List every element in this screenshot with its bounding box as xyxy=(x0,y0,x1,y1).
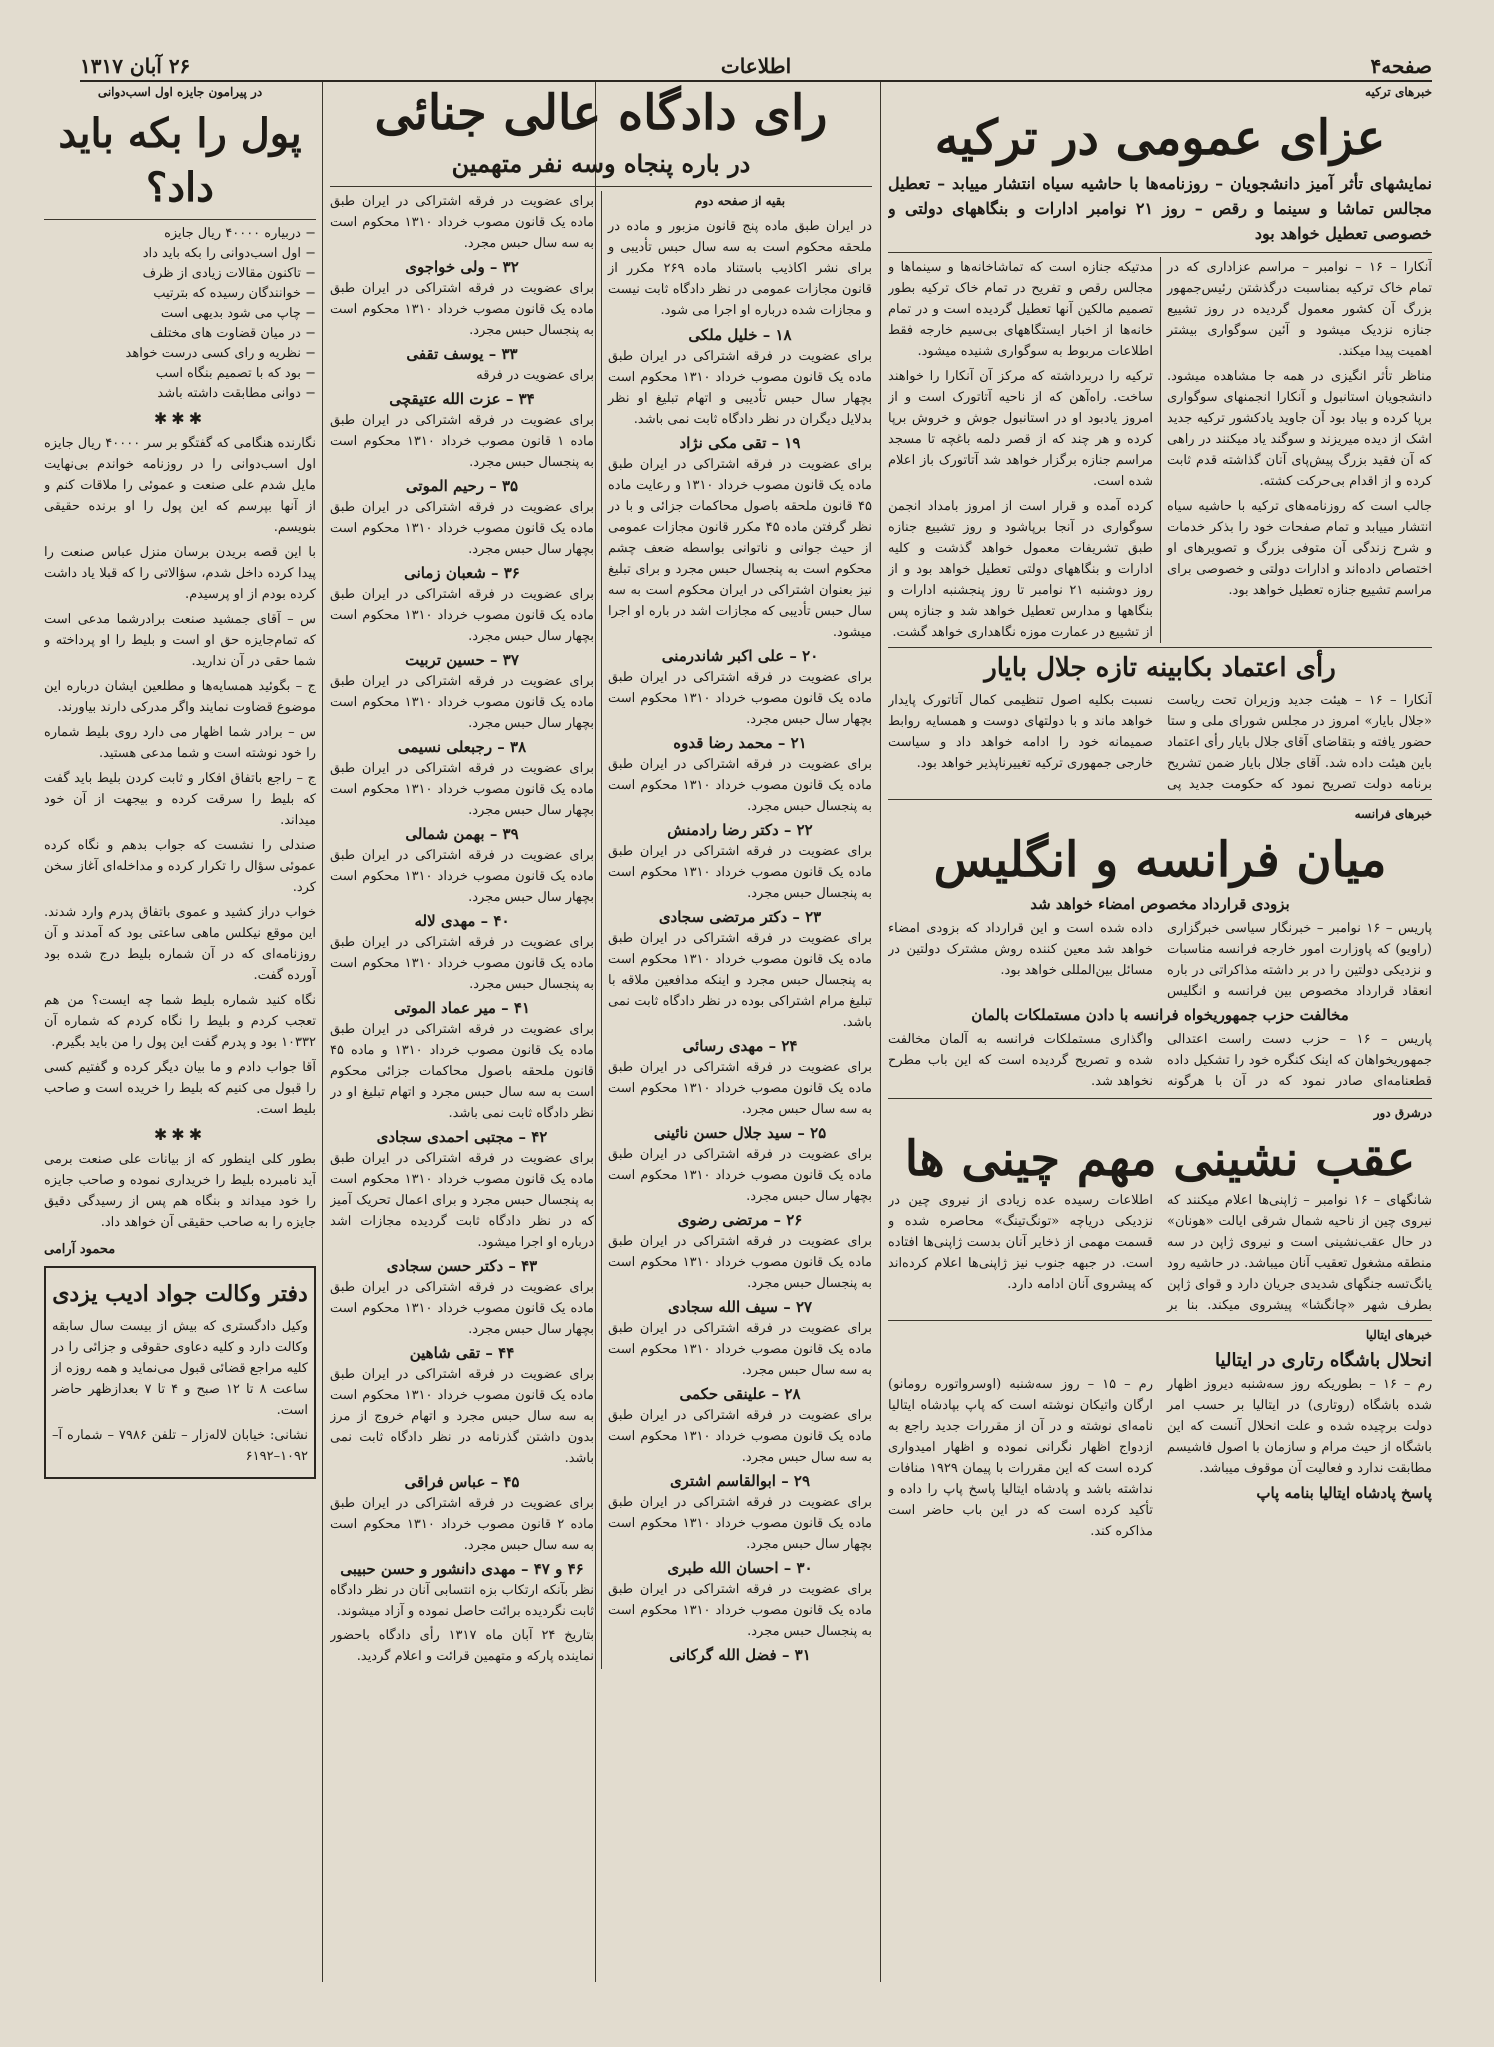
verdict-item xyxy=(608,1036,872,1120)
verdict-text: برای عضویت در فرقه اشتراکی در ایران طبق ماده ۲ قانون مصوب خرداد ۱۳۱۰ محکوم است به سه سال حبس مجرد. xyxy=(330,1496,594,1553)
defendant-name: ۳۶ – شعبان زمانی xyxy=(404,564,520,582)
defendant-name: ۲۶ – مرتضی رضوی xyxy=(677,1211,803,1229)
paragraph: پاریس – ۱۶ نوامبر – خبرنگار سیاسی خبرگزاری (راویو) که پاوزارت امور خارجه فرانسه مناسبات و نزدیکی دولتین را در بر داشته مذاکراتی در باره انعقاد قرارداد مخصوص بین فرانسه و انگلیس داده شده است و این قرارداد که بزودی امضاء خواهد شد معین کننده روش مشترک دولتین در مسائل بین‌المللی خواهد بود. xyxy=(888,921,1432,999)
subheadline-france-2: مخالفت حزب جمهوریخواه فرانسه با دادن مستملکات بالمان xyxy=(971,1006,1349,1024)
paragraph: پاریس – ۱۶ – حزب دست راست اعتدالی جمهوریخواهان که اینک کنگره خود را تشکیل داده قطعنامه‌ای صادر نمود که در آن با هرگونه واگذاری مستملکات فرانسه به آلمان مخالفت شده و تصریح گردیده است که این باب مطرح نخواهد شد. xyxy=(888,1032,1432,1089)
verdict-item xyxy=(330,998,594,1124)
article-france-2 xyxy=(888,1029,1432,1094)
verdict-text: برای عضویت در فرقه اشتراکی در ایران طبق ماده یک قانون مصوب خرداد ۱۳۱۰ و رعایت ماده ۴۵ قانون ملحقه باصول محاکمات جزائی و با در نظر گرفتن ماده ۴۵ مکرر قانون مجازات عمومی از حیث جوانی و ناتوانی بواسطه ضعف چشم محکوم است به پنجسال حبس مجرد و برای تبلیغ نیز بعنوان اشتراکی در ایران محکوم است به سه سال حبس تأدیبی که مجازات اشد در باره او اجرا میشود. xyxy=(608,457,872,640)
defendant-name: ۲۲ – دکتر رضا رادمنش xyxy=(667,821,813,839)
paragraph: با این قصه بریدن برسان منزل عباس صنعت را پیدا کرده داخل شدم، سؤالاتی را که قبلا یاد داشت کرده بودم از او پرسیدم. xyxy=(44,545,316,602)
defendant-name: ۲۰ – علی اکبر شاندرمنی xyxy=(661,647,819,665)
paragraph: رم – ۱۶ – بطوریکه روز سه‌شنبه دیروز اظهار شده باشگاه (روتاری) در ایتالیا بر حسب امر دولت برچیده شده و علت انحلال آنست که این باشگاه از حیث مرام و سازمان با اصول فاشیسم مطابقت ندارد و فعالیت آن موقوف میباشد. xyxy=(1167,1377,1432,1476)
continued-note: بقیه از صفحه دوم xyxy=(694,194,786,208)
verdict-text: برای عضویت در فرقه xyxy=(476,368,594,383)
author-signature: محمود آرامی xyxy=(44,1242,116,1257)
verdict-item xyxy=(608,907,872,1033)
verdict-item xyxy=(330,1127,594,1253)
list-item: − چاپ می شود بدیهی است xyxy=(44,304,316,324)
headline-court: رای دادگاه عالی جنائی xyxy=(374,85,828,141)
verdict-text: برای عضویت در فرقه اشتراکی در ایران طبق ماده یک قانون مصوب خرداد ۱۳۱۰ محکوم است بچهار سال حبس مجرد. xyxy=(330,848,594,905)
subheadline-pope: پاسخ پادشاه ایتالیا بنامه پاپ xyxy=(1256,1484,1432,1502)
article-china xyxy=(888,1190,1432,1316)
paragraph: ج – بگوئید همسایه‌ها و مطلعین ایشان درباره این موضوع قضاوت نمایند واگر مدرکی دارند بیاورند. xyxy=(44,679,316,715)
court-verdict-article xyxy=(330,82,872,1982)
paragraph: صندلی را نشست که جواب بدهم و نگاه کرده عموئی سؤال را تکرار کرده و مداخله‌ای آغاز سخن کرد. xyxy=(44,838,316,895)
list-item: − نظریه و رای کسی درست خواهد xyxy=(44,344,316,364)
verdict-item xyxy=(608,433,872,643)
paragraph: ج – راجع باتفاق افکار و ثابت کردن بلیط باید گفت که بلیط را سرقت کرده و بیجهت از آن خود میداند. xyxy=(44,771,316,828)
list-item: − بود که با تصمیم بنگاه اسب xyxy=(44,364,316,384)
verdict-list xyxy=(330,191,872,1669)
defendant-name: ۴۶ و ۴۷ – مهدی دانشور و حسن حبیبی xyxy=(340,1560,584,1578)
subheadline-court: در باره پنجاه وسه نفر متهمین xyxy=(451,149,751,178)
paragraph: مدتیکه جنازه است که تماشاخانه‌ها و سینماها و مجالس رقص و تفریح در تمام خاک ترکیه بطور تصمیم مالکین آنها تعطیل گردیده است و در تمام خانه‌ها از اخبار ایستگاههای بی‌سیم خارجه فقط اطلاعات مربوط به سوگواری شنیده میشود. xyxy=(888,260,1153,359)
article-turkey xyxy=(888,257,1432,643)
verdict-text: برای عضویت در فرقه اشتراکی در ایران طبق ماده یک قانون مصوب خرداد ۱۳۱۰ محکوم است به سه سال حبس مجرد. xyxy=(608,1060,872,1117)
defendant-name: ۳۳ – یوسف تقفی xyxy=(406,345,518,363)
headline-bayar: رأی اعتماد بکابینه تازه جلال بایار xyxy=(984,653,1336,683)
kicker-prize: در پیرامون جایزه اول اسب‌دوانی xyxy=(97,85,263,99)
paragraph: نگارنده هنگامی که گفتگو بر سر ۴۰۰۰۰ ریال جایزه اول اسب‌دوانی را در روزنامه خواندم بی‌نهایت مایل شدم علی صنعت و عموئی را ملاقات کنم و از آنها بپرسم که این پول را او برنده حقیقی بنویسم. xyxy=(44,436,316,535)
newspaper-name: اطلاعات xyxy=(720,54,792,78)
headline-prize: پول را بکه باید داد؟ xyxy=(58,110,302,211)
section-label: خبرهای ایتالیا xyxy=(1365,1328,1432,1342)
paragraph: شانگهای – ۱۶ نوامبر – ژاپنی‌ها اعلام میکنند که نیروی چین از ناحیه شمال شرقی ایالت «هونان» در حال عقب‌نشینی است و نیروی ژاپن در سه منطقه مشغول تعقیب آنان میباشد. در حاشیه رود یانگ‌تسه جنگهای شدیدی جریان دارد و قوای ژاپن بطرف شهر «چانگشا» پیشروی میکند. بنا بر اطلاعات رسیده عده زیادی از نیروی چین در نزدیکی دریاچه «تونگ‌تینگ» محاصره شده و قسمت مهمی از ذخایر آنان بدست ژاپنی‌ها افتاده است. در جبهه جنوب نیز ژاپنی‌ها اعلام کرده‌اند که پیشروی آنان ادامه دارد. xyxy=(888,1193,1432,1313)
verdict-item xyxy=(608,646,872,730)
verdict-item xyxy=(330,257,594,341)
verdict-item xyxy=(330,824,594,908)
verdict-text: برای عضویت در فرقه اشتراکی در ایران طبق ماده یک قانون مصوب خرداد ۱۳۱۰ محکوم است به پنجسال حبس مجرد. xyxy=(330,935,594,992)
verdict-text: برای عضویت در فرقه اشتراکی در ایران طبق ماده یک قانون مصوب خرداد ۱۳۱۰ محکوم است به پنجسال حبس مجرد. xyxy=(608,844,872,901)
verdict-text: برای عضویت در فرقه اشتراکی در ایران طبق ماده یک قانون مصوب خرداد ۱۳۱۰ محکوم است بچهار سال حبس تأدیبی و اتهام تبلیغ او نظر بدلایل دیگران در نظر دادگاه ثابت نمی باشد. xyxy=(608,349,872,427)
paragraph: بطور کلی اینطور که از بیانات علی صنعت برمی آید نامبرده بلیط را خریداری نموده و صاحب جایزه را خود میداند و بنگاه هم پس از رسیدگی دقیق جایزه را به صاحب حقیقی آن خواهد داد. xyxy=(44,1152,316,1230)
defendant-name: ۲۳ – دکتر مرتضی سجادی xyxy=(658,908,822,926)
defendant-name: ۱۸ – خلیل ملکی xyxy=(688,326,792,344)
verdict-text: نظر بآنکه ارتکاب بزه انتسابی آنان در نظر دادگاه ثابت نگردیده برائت حاصل نموده و آزاد میشوند. xyxy=(330,1583,594,1619)
summary-list xyxy=(44,224,316,404)
list-item: − دربیاره ۴۰۰۰۰ ریال جایزه xyxy=(44,224,316,244)
lead-turkey: نمایشهای تأثر آمیز دانشجویان – روزنامه‌ها با حاشیه سیاه انتشار مییابد – تعطیل مجالس تماشا و سینما و رقص – روز ۲۱ نوامبر ادارات و بنگاههای دولتی و خصوصی تعطیل خواهد بود xyxy=(888,174,1432,243)
verdict-text: برای عضویت در فرقه اشتراکی در ایران طبق ماده یک قانون مصوب خرداد ۱۳۱۰ محکوم است بچهار سال حبس مجرد. xyxy=(608,1147,872,1204)
foreign-news-column xyxy=(888,82,1432,1982)
verdict-text: برای عضویت در فرقه اشتراکی در ایران طبق ماده یک قانون مصوب خرداد ۱۳۱۰ محکوم است بچهار سال حبس مجرد. xyxy=(330,761,594,818)
separator-stars: ✱✱✱ xyxy=(153,1125,207,1144)
defendant-name: ۳۱ – فضل الله گرکانی xyxy=(669,1646,811,1664)
defendant-name: ۲۴ – مهدی رسائی xyxy=(682,1037,798,1055)
verdict-item xyxy=(330,1256,594,1340)
article-italy xyxy=(888,1374,1432,1542)
defendant-name: ۳۲ – ولی خواجوی xyxy=(405,258,519,276)
defendant-name: ۲۱ – محمد رضا قدوه xyxy=(673,734,807,752)
list-item: − دوانی مطابقت داشته باشد xyxy=(44,384,316,404)
defendant-name: ۲۷ – سیف الله سجادی xyxy=(667,1298,813,1316)
column-rule xyxy=(322,82,323,1982)
defendant-name: ۳۵ – رحیم الموتی xyxy=(405,477,519,495)
verdict-text: برای عضویت در فرقه اشتراکی در ایران طبق ماده یک قانون مصوب خرداد ۱۳۱۰ محکوم است بچهار سال حبس مجرد. xyxy=(330,1280,594,1337)
verdict-item xyxy=(330,1559,594,1622)
verdict-item xyxy=(330,476,594,560)
verdict-item xyxy=(330,650,594,734)
prize-article xyxy=(44,82,316,1982)
verdict-text: برای عضویت در فرقه اشتراکی در ایران طبق ماده یک قانون مصوب خرداد ۱۳۱۰ محکوم است به پنجسال حبس مجرد و اینکه مدافعین ملاقه با تبلیغ مرام اشتراکی بوده در نظر دادگاه ثابت نمی باشد. xyxy=(608,931,872,1030)
defendant-name: ۴۱ – میر عماد الموتی xyxy=(393,999,531,1017)
paragraph: جالب است که روزنامه‌های ترکیه با حاشیه سیاه انتشار مییابد و تمام صفحات خود را بذکر خدمات و شرح زندگی آن متوفی بزرگ و تصویرهای او اختصاص داده‌اند و ادارات دولتی و خصوصی برای مراسم تشییع جنازه تعطیل خواهد بود. xyxy=(1167,499,1432,598)
verdict-text: برای عضویت در فرقه اشتراکی در ایران طبق ماده یک قانون مصوب خرداد ۱۳۱۰ محکوم است بچهار سال حبس مجرد. xyxy=(330,674,594,731)
separator-stars: ✱✱✱ xyxy=(153,409,207,428)
verdict-item xyxy=(608,1471,872,1555)
verdict-item xyxy=(330,563,594,647)
verdict-item xyxy=(608,1558,872,1642)
verdict-text: برای عضویت در فرقه اشتراکی در ایران طبق ماده یک قانون مصوب خرداد ۱۳۱۰ محکوم است به سه سال حبس مجرد و اتهام خروج از مرز بدون داشتن گذرنامه در نظر دادگاه ثابت نمی باشد. xyxy=(330,1367,594,1466)
page-number: صفحه۴ xyxy=(1370,54,1432,78)
section-label: درشرق دور xyxy=(1373,1106,1432,1120)
page-header xyxy=(80,54,1432,82)
issue-date: ۲۶ آبان ۱۳۱۷ xyxy=(80,54,191,78)
verdict-item xyxy=(330,344,594,386)
closing-paragraph: بتاریخ ۲۴ آبان ماه ۱۳۱۷ رأی دادگاه باحضور نماینده پارکه و متهمین قرائت و اعلام گردید. xyxy=(330,1628,595,1664)
paragraph: کرده آمده و قرار است از امروز بامداد انجمن سوگواری در آنجا برپاشود و روز تشییع جنازه طبق تشریفات معمول خواهد گذشت و کلیه ادارات و بنگاههای دولتی تعطیل خواهد بود و از روز دوشنبه ۲۱ نوامبر تا روز پنجشنبه ادارات و بنگاهها و مدارس تعطیل خواهد شد و جنازه پس از تشییع در عمارت موزه نگاهداری خواهد گشت. xyxy=(888,499,1153,640)
paragraph: ترکیه را دربرداشته که مرکز آن آنکارا را خواهند ساخت. راه‌آهن که از ناحیه آتاتورک است و از امروز یادبود او در استانبول جوش و خروش برپا کرده و هر چند که از قصر دلمه باغچه تا مسجد مراسم جنازه برگزار خواهد شد آتاتورک باز اعلام شده است. xyxy=(888,369,1153,489)
defendant-name: ۲۵ – سید جلال حسن نائینی xyxy=(653,1124,827,1142)
paragraph: س – آقای جمشید صنعت برادرشما مدعی است که تمام‌جایزه حق او است و بلیط را او پرداخته و شما حقی در آن ندارید. xyxy=(44,612,316,669)
verdict-text: برای عضویت در فرقه اشتراکی در ایران طبق ماده یک قانون مصوب خرداد ۱۳۱۰ محکوم است به پنجسال حبس مجرد. xyxy=(330,281,594,338)
ad-text: وکیل دادگستری که بیش از بیست سال سابقه وکالت دارد و کلیه دعاوی حقوقی و جزائی را در کلیه مراجع قضائی قبول می‌نماید و همه روزه از ساعت ۸ تا ۱۲ صبح و ۴ تا ۷ بعدازظهر حاضر است. xyxy=(52,1319,309,1418)
verdict-text: برای عضویت در فرقه اشتراکی در ایران طبق ماده یک قانون مصوب خرداد ۱۳۱۰ محکوم است به پنجسال حبس مجرد. xyxy=(608,757,872,814)
defendant-name: ۴۴ – تقی شاهین xyxy=(409,1344,515,1362)
ad-address: نشانی: خیابان لاله‌زار – تلفن ۷۹۸۶ – شماره آ–۱۰۹۲–۶۱۹۲ xyxy=(52,1428,309,1464)
verdict-text: برای عضویت در فرقه اشتراکی در ایران طبق ماده یک قانون مصوب خرداد ۱۳۱۰ محکوم است به پنجسال حبس مجرد. xyxy=(608,1234,872,1291)
paragraph: آنکارا – ۱۶ – هیئت جدید وزیران تحت ریاست «جلال بایار» امروز در مجلس شورای ملی و ستا حضور یافته و بتقاضای آقای جلال بایار رأی اعتماد باین هیئت داده شد. آقای جلال بایار ضمن تشریح برنامه دولت تصریح نمود که حکومت جدید پی نسبت بکلیه اصول تنظیمی کمال آتاتورک پایدار خواهد ماند و با دولتهای دوست و همسایه روابط صمیمانه خود را ادامه خواهد داد و سیاست خارجی جمهوری ترکیه تغییرناپذیر خواهد بود. xyxy=(888,693,1432,792)
verdict-text: برای عضویت در فرقه اشتراکی در ایران طبق ماده یک قانون مصوب خرداد ۱۳۱۰ محکوم است بچهار سال حبس مجرد. xyxy=(330,500,594,557)
defendant-name: ۴۵ – عباس فراقی xyxy=(404,1473,520,1491)
verdict-item xyxy=(330,1343,594,1469)
defendant-name: ۳۴ – عزت الله عتیقچی xyxy=(389,390,535,408)
paragraph: در ایران طبق ماده پنج قانون مزبور و ماده در ملحقه محکوم است به سه سال حبس تأدیبی و برای نشر اکاذیب باستناد ماده ۲۶۹ مکرر از قانون مجازات عمومی در نظر دادگاه ثابت نیست و مجازات شده درباره او اجرا می شود. xyxy=(608,219,872,318)
paragraph: رم – ۱۵ – روز سه‌شنبه (اوسرواتوره رومانو) ارگان واتیکان نوشته است که پاپ بپادشاه ایتالیا نامه‌ای نوشته و در آن از مقررات جدید راجع به ازدواج اظهار نگرانی نموده و اظهار امیدواری کرده است که این مقررات با پیمان ۱۹۲۹ منافات نداشته باشد و پادشاه ایتالیا پاسخ پاپ را داده و تأکید کرده است که در این باب حاضر است مذاکره کند. xyxy=(888,1377,1154,1539)
headline-china: عقب نشینی مهم چینی ها xyxy=(904,1131,1416,1187)
verdict-text: برای عضویت در فرقه اشتراکی در ایران طبق ماده یک قانون مصوب خرداد ۱۳۱۰ محکوم است بچهار سال حبس مجرد. xyxy=(330,587,594,644)
verdict-text: برای عضویت در فرقه اشتراکی در ایران طبق ماده یک قانون مصوب خرداد ۱۳۱۰ محکوم است به سه سال حبس مجرد. xyxy=(608,1321,872,1378)
paragraph: آقا جواب دادم و ما بیان دیگر کرده و گفتیم کسی را قبول می کنیم که بلیط را خریده است و صاحب بلیط است. xyxy=(44,1060,316,1117)
verdict-item xyxy=(608,1384,872,1468)
list-item: − خوانندگان رسیده که بترتیب xyxy=(44,284,316,304)
list-item: − اول اسب‌دوانی را بکه باید داد xyxy=(44,244,316,264)
defendant-name: ۳۷ – حسین تربیت xyxy=(405,651,519,669)
verdict-item xyxy=(608,325,872,430)
defendant-name: ۳۹ – بهمن شمالی xyxy=(405,825,519,843)
defendant-name: ۱۹ – تقی مکی نژاد xyxy=(679,434,801,452)
headline-turkey: عزای عمومی در ترکیه xyxy=(934,110,1386,166)
defendant-name: ۳۸ – رجبعلی نسیمی xyxy=(397,738,527,756)
article-france xyxy=(888,918,1432,1002)
verdict-text: برای عضویت در فرقه اشتراکی در ایران طبق ماده یک قانون مصوب خرداد ۱۳۱۰ محکوم است به پنجسال حبس مجرد و برای اعمال تحریک آمیز که در نظر دادگاه ثابت گردیده مجازات اشد درباره او اجرا میشود. xyxy=(330,1151,594,1250)
list-item: − در میان قضاوت های مختلف xyxy=(44,324,316,344)
defendant-name: ۲۹ – ابوالقاسم اشتری xyxy=(669,1472,811,1490)
law-office-ad xyxy=(44,1266,316,1479)
headline-italy: انحلال باشگاه رتاری در ایتالیا xyxy=(1215,1350,1432,1371)
defendant-name: ۴۲ – مجتبی احمدی سجادی xyxy=(376,1128,548,1146)
verdict-item xyxy=(608,1210,872,1294)
section-label: خبرهای ترکیه xyxy=(1365,85,1432,99)
verdict-item xyxy=(330,1472,594,1556)
paragraph: خواب دراز کشید و عموی باتفاق پدرم وارد شدند. این موقع نیکلس ماهی ساعتی بود که آمدند و آن روزنامه‌ای که در آن شماره بلیط درج شده بود آورده گفت. xyxy=(44,905,316,983)
ad-title: دفتر وکالت جواد ادیب یزدی xyxy=(52,1281,308,1307)
paragraph: آنکارا – ۱۶ – نوامبر – مراسم عزاداری که در تمام خاک ترکیه بمناسبت درگذشتن رئیس‌جمهور بزرگ آن کشور معمول گردیده در روز تشییع جنازه نزدیک میشود و آئین سوگواری بیشتر اهمیت پیدا میکند. xyxy=(1167,260,1432,359)
paragraph: نگاه کنید شماره بلیط شما چه ایست؟ من هم تعجب کردم و بلیط را نگاه کردم که شماره آن ۱۰۳۳۲ بود و پدرم گفت این پول را من باید بگیرم. xyxy=(44,993,316,1050)
verdict-item xyxy=(608,733,872,817)
verdict-item xyxy=(608,1123,872,1207)
verdict-text: برای عضویت در فرقه اشتراکی در ایران طبق ماده ۱ قانون مصوب خرداد ۱۳۱۰ محکوم است به پنجسال حبس مجرد. xyxy=(330,413,594,470)
column-rule xyxy=(880,82,881,1982)
section-label: خبرهای فرانسه xyxy=(1354,807,1432,821)
verdict-item xyxy=(330,911,594,995)
article-bayar xyxy=(888,690,1432,795)
verdict-text: برای عضویت در فرقه اشتراکی در ایران طبق ماده یک قانون مصوب خرداد ۱۳۱۰ محکوم است بچهار سال حبس مجرد. xyxy=(608,670,872,727)
verdict-text: برای عضویت در فرقه اشتراکی در ایران طبق ماده یک قانون مصوب خرداد ۱۳۱۰ محکوم است به سه سال حبس مجرد. xyxy=(608,1408,872,1465)
defendant-name: ۲۸ – علینقی حکمی xyxy=(679,1385,801,1403)
paragraph: مناظر تأثر انگیزی در همه جا مشاهده میشود. دانشجویان استانبول و آنکارا انجمنهای سوگواری برپا کرده و بیاد بود آن جاوید یادکشور ترکیه جدید اشک از دیده میریزند و سوگند یاد میکنند در راهی که آن فقید بزرگ پیش‌پای آنان گذاشته قدم ثابت کرده و از اقدام بی‌حرکت کشته. xyxy=(1167,369,1432,489)
defendant-name: ۴۳ – دکتر حسن سجادی xyxy=(386,1257,538,1275)
verdict-text: برای عضویت در فرقه اشتراکی در ایران طبق ماده یک قانون مصوب خرداد ۱۳۱۰ محکوم است به سه سال حبس مجرد. xyxy=(330,194,594,251)
defendant-name: ۳۰ – احسان الله طبری xyxy=(667,1559,813,1577)
verdict-text: برای عضویت در فرقه اشتراکی در ایران طبق ماده یک قانون مصوب خرداد ۱۳۱۰ محکوم است بچهار سال حبس مجرد. xyxy=(608,1495,872,1552)
verdict-text: برای عضویت در فرقه اشتراکی در ایران طبق ماده یک قانون مصوب خرداد ۱۳۱۰ محکوم است به پنجسال حبس مجرد. xyxy=(608,1582,872,1639)
verdict-item xyxy=(330,737,594,821)
verdict-item xyxy=(330,389,594,473)
subheadline-france: بزودی قرارداد مخصوص امضاء خواهد شد xyxy=(1030,895,1290,913)
verdict-item xyxy=(608,820,872,904)
defendant-name: ۴۰ – مهدی لاله xyxy=(414,912,510,930)
paragraph: س – برادر شما اظهار می دارد روی بلیط شماره را خود نوشته است و شما مدعی هستید. xyxy=(44,725,316,761)
verdict-item xyxy=(608,1297,872,1381)
list-item: − تاکنون مقالات زیادی از ظرف xyxy=(44,264,316,284)
verdict-text: برای عضویت در فرقه اشتراکی در ایران طبق ماده یک قانون مصوب خرداد ۱۳۱۰ و ماده ۴۵ قانون ملحقه باصول محاکمات جزائی محکوم است به سه سال حبس مجرد و اتهام تبلیغ او در نظر دادگاه ثابت نمی باشد. xyxy=(330,1022,594,1121)
headline-france: میان فرانسه و انگلیس xyxy=(933,832,1387,888)
